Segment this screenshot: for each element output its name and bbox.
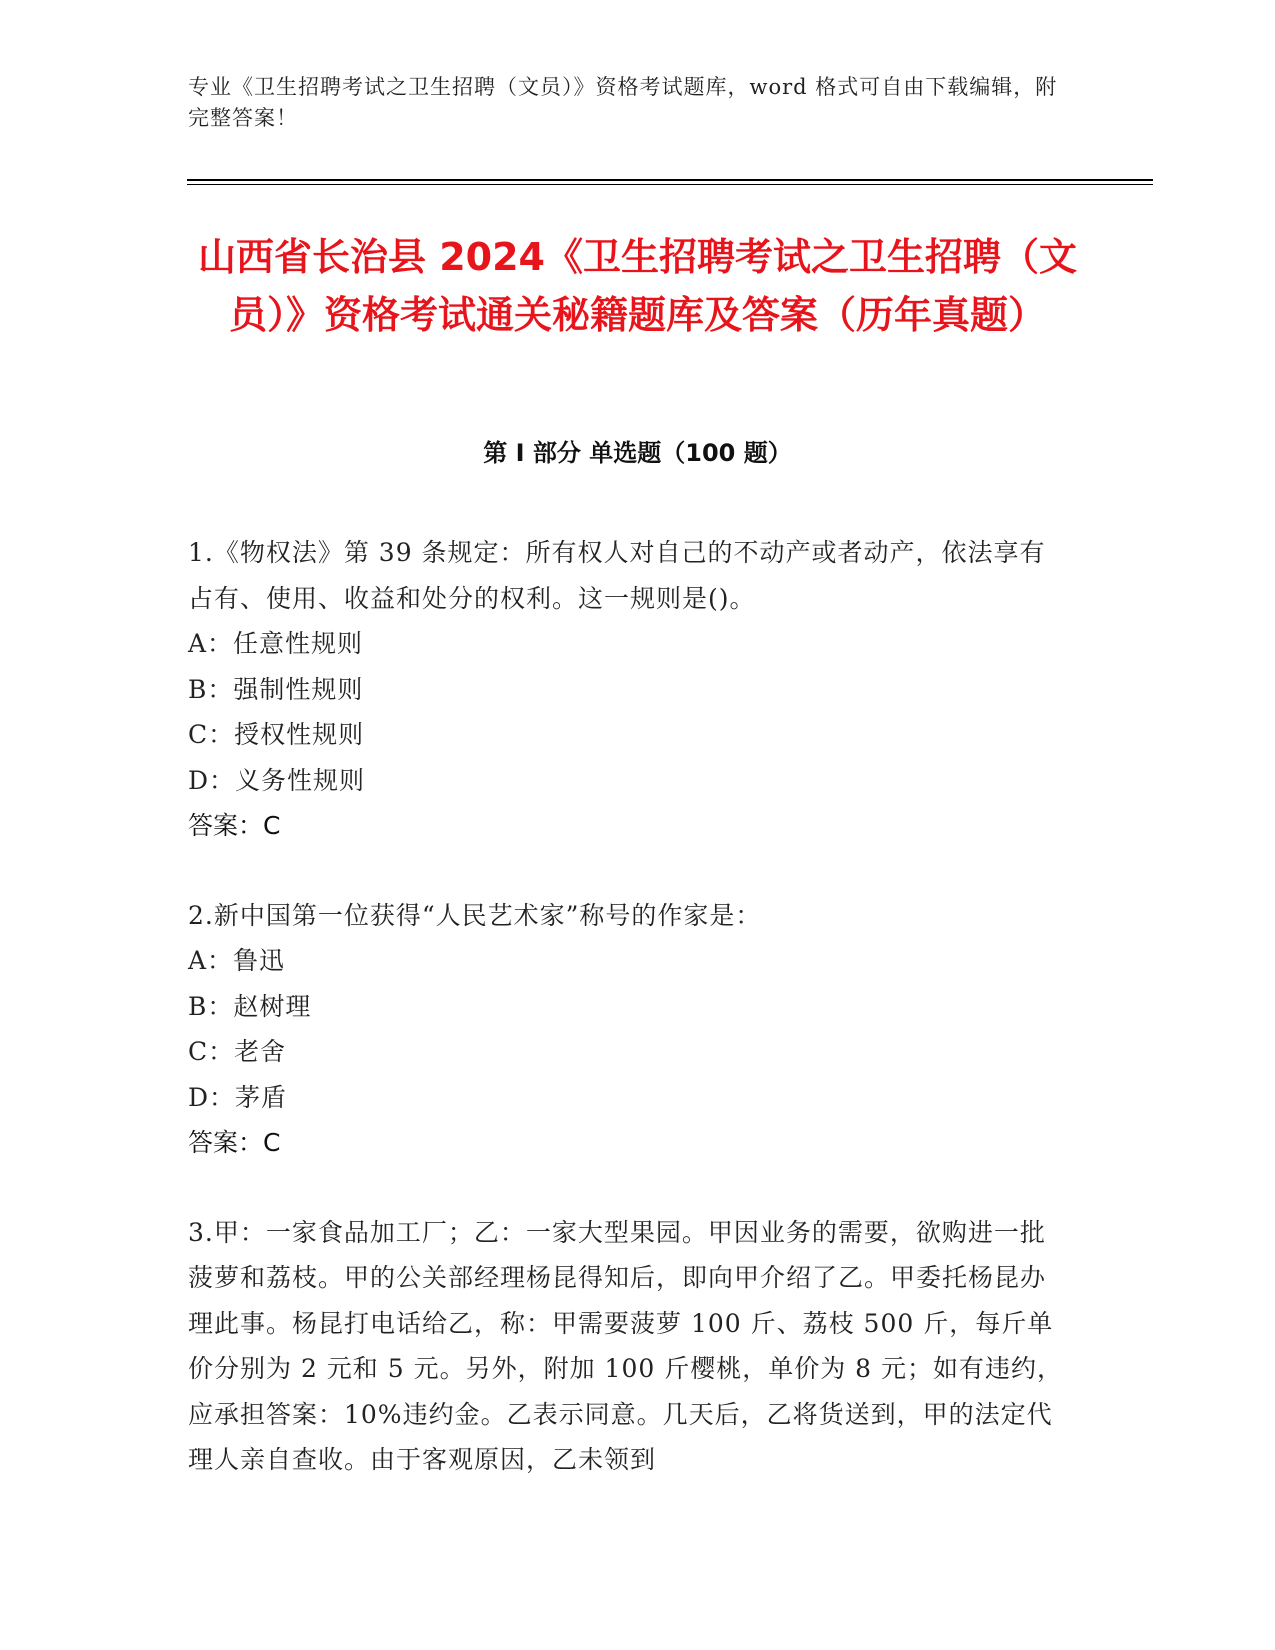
question-stem: 1.《物权法》第 39 条规定：所有权人对自己的不动产或者动产，依法享有占有、使用、收益和处分的权利。这一规则是()。: [188, 538, 1046, 613]
question-3: [188, 1210, 1068, 1483]
question-stem: 2.新中国第一位获得“人民艺术家”称号的作家是：: [188, 900, 762, 930]
option-a: A：鲁迅: [188, 946, 286, 975]
option-b: B：赵树理: [188, 991, 312, 1021]
option-a: A：任意性规则: [188, 629, 364, 658]
section-title: 第 I 部分 单选题（100 题）: [483, 439, 792, 467]
option-d: D：茅盾: [188, 1082, 288, 1112]
question-stem: 3.甲：一家食品加工厂；乙：一家大型果园。甲因业务的需要，欲购进一批菠萝和荔枝。甲的公关部经理杨昆得知后，即向甲介绍了乙。甲委托杨昆办理此事。杨昆打电话给乙，称：甲需要菠萝 100 斤、荔枝 500 斤，每斤单价分别为 2 元和 5 元。另外，附加 100 斤樱桃，单价为 8 元；如有违约，应承担答案：10%违约金。乙表示同意。几天后，乙将货送到，甲的法定代理人亲自查收。由于客观原因，乙未领到: [188, 1217, 1064, 1474]
option-c: C：老舍: [188, 1037, 287, 1066]
question-1: [188, 530, 1068, 849]
answer: 答案：C: [188, 811, 281, 840]
question-list: [188, 530, 1068, 1527]
header-divider-thick: [187, 179, 1153, 181]
question-2: [188, 893, 1068, 1166]
document-title: 山西省长治县 2024《卫生招聘考试之卫生招聘（文员）》资格考试通关秘籍题库及答案（历年真题）: [198, 235, 1077, 337]
answer: 答案：C: [188, 1128, 281, 1157]
header-note: 专业《卫生招聘考试之卫生招聘（文员）》资格考试题库，word 格式可自由下载编辑，附完整答案！: [188, 75, 1058, 130]
header-divider-thin: [187, 184, 1153, 185]
option-d: D：义务性规则: [188, 765, 366, 795]
option-c: C：授权性规则: [188, 720, 365, 749]
option-b: B：强制性规则: [188, 674, 364, 704]
